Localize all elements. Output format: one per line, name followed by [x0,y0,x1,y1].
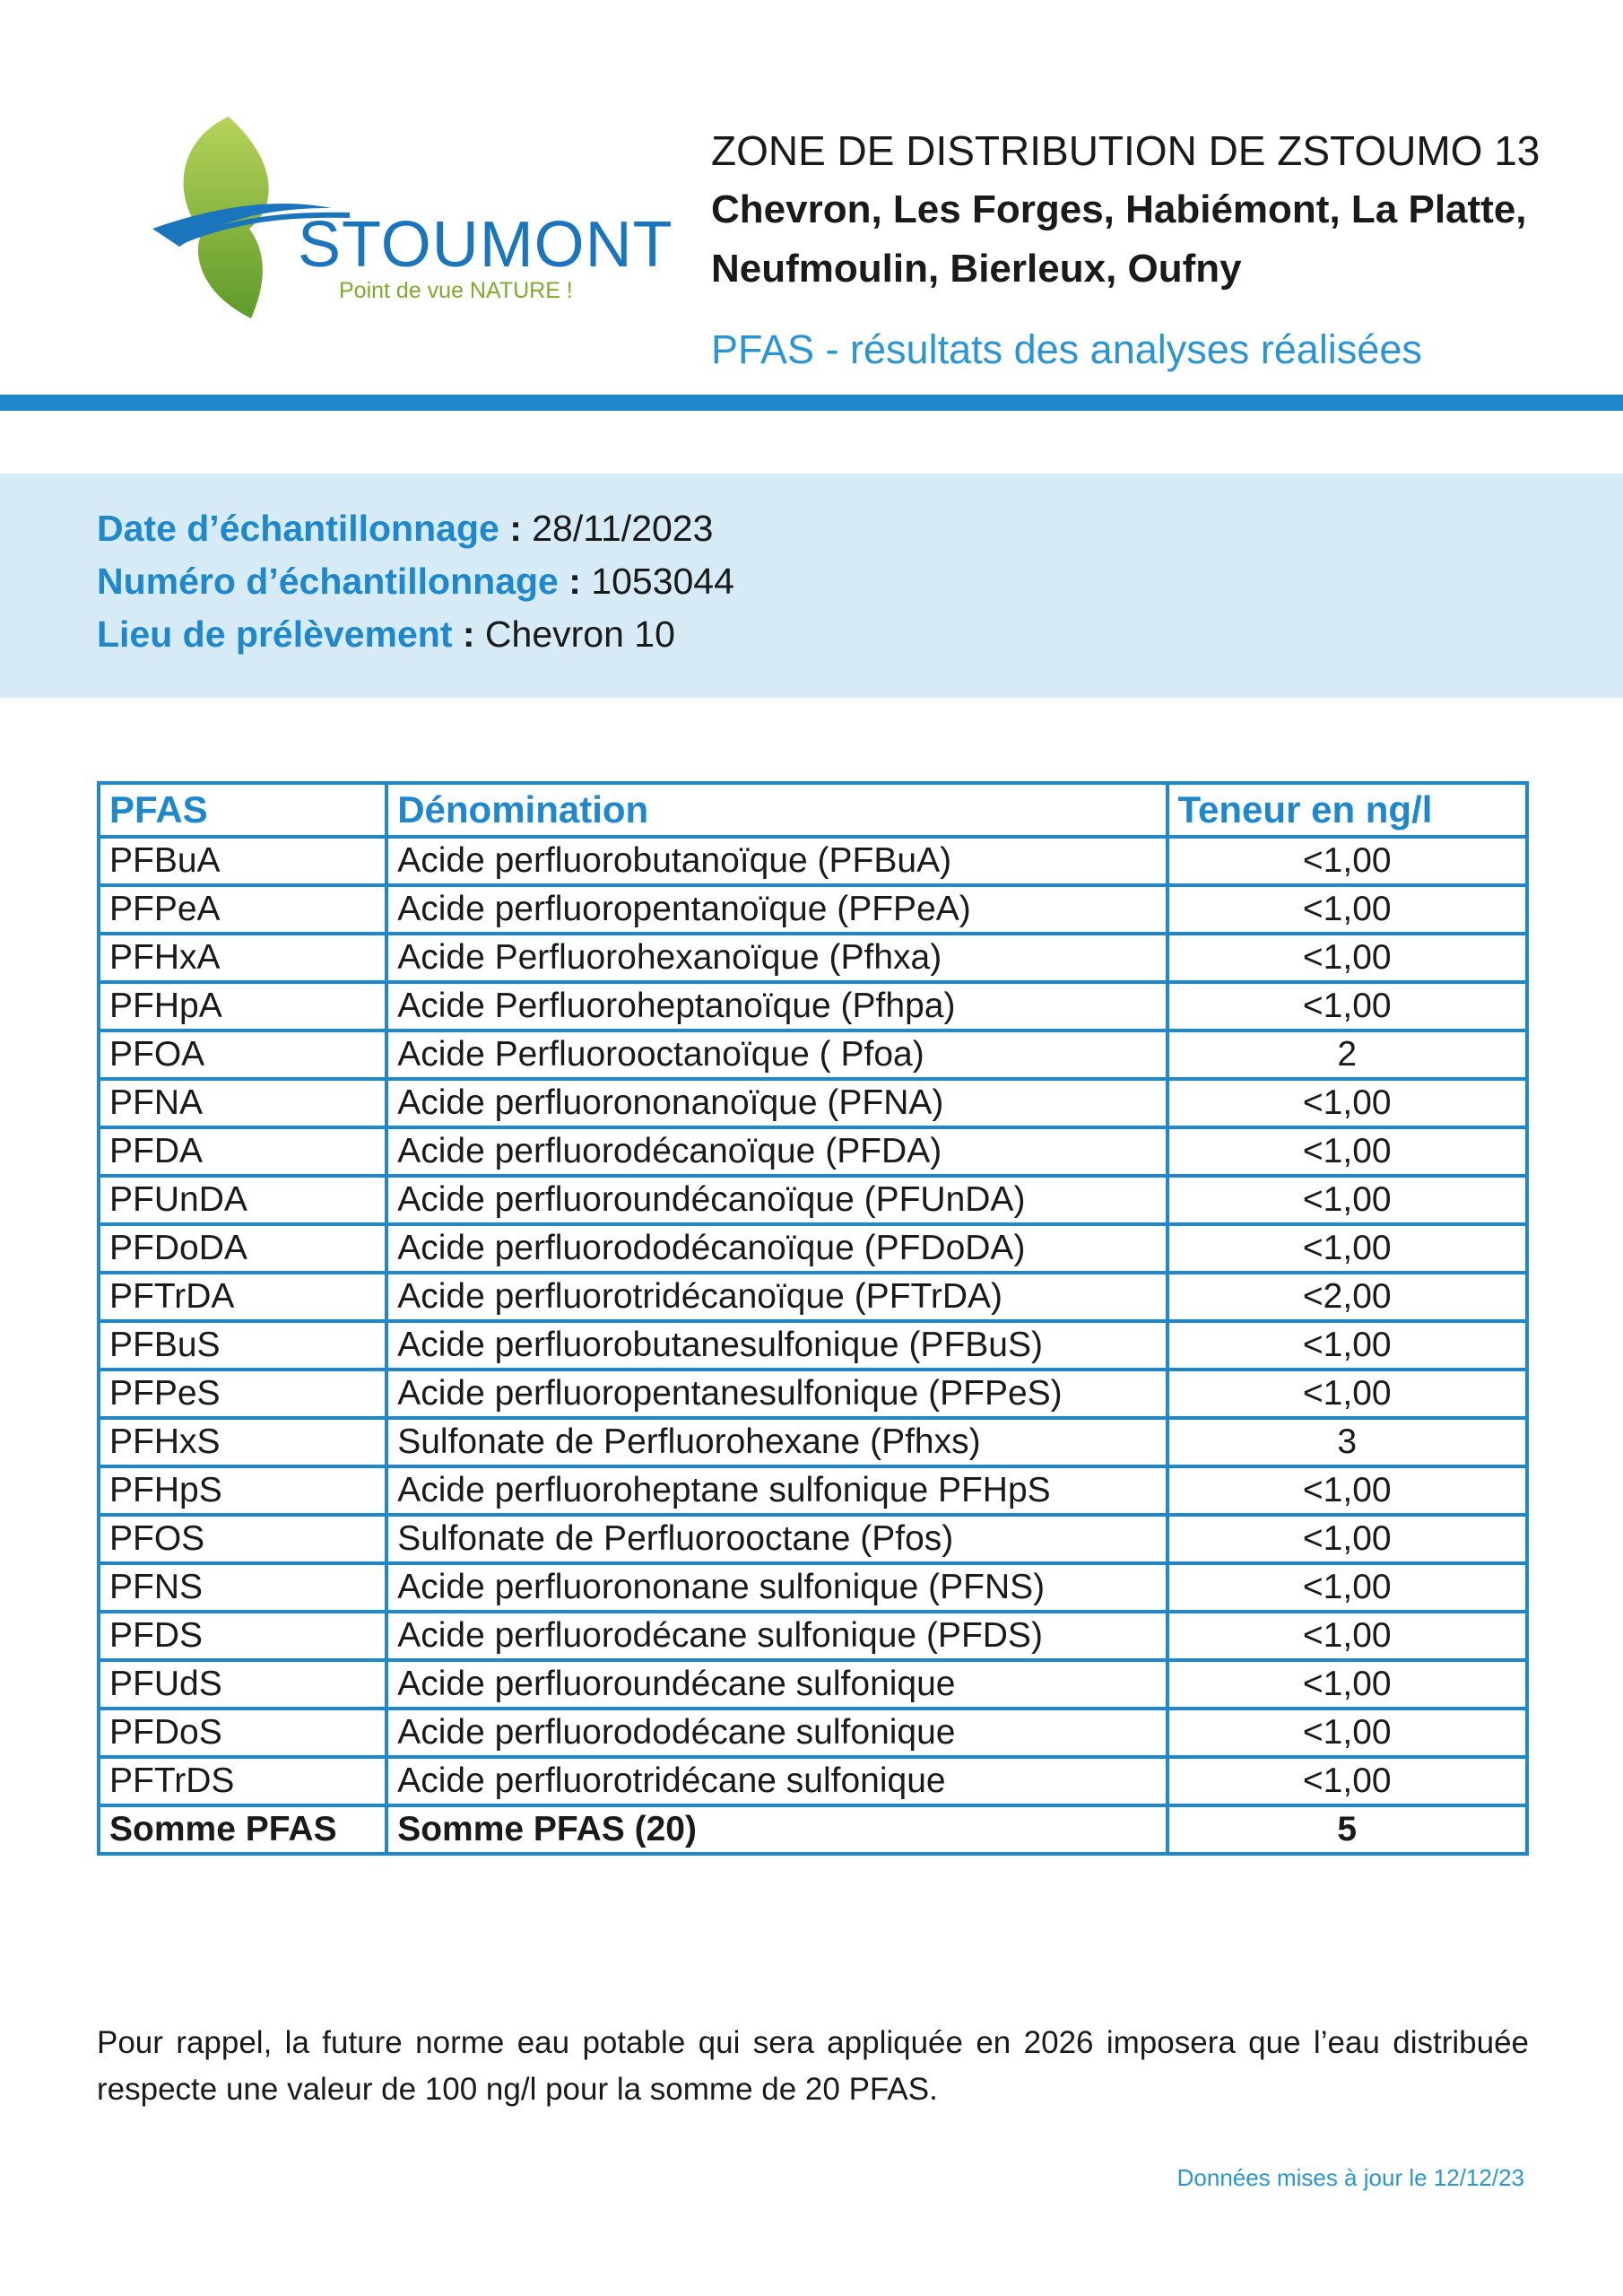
cell-denomination: Acide perfluoroheptane sulfonique PFHpS [386,1466,1167,1515]
cell-denomination: Acide perfluorobutanoïque (PFBuA) [386,837,1167,885]
cell-denomination: Acide perfluorononanoïque (PFNA) [386,1079,1167,1127]
cell-value: 3 [1167,1418,1528,1466]
cell-denomination: Acide perfluorodécane sulfonique (PFDS) [386,1612,1167,1660]
cell-denomination: Acide perfluorododécanoïque (PFDoDA) [386,1224,1167,1273]
sample-place-label: Lieu de prélèvement [97,613,453,655]
logo-wordmark: STOUMONT [298,209,673,281]
cell-code: PFDA [99,1127,386,1176]
cell-value: 2 [1167,1031,1528,1079]
cell-code: PFUdS [99,1660,386,1709]
cell-code: PFNA [99,1079,386,1127]
cell-value: <1,00 [1167,885,1528,934]
table-row [99,934,1527,982]
cell-value: <1,00 [1167,1224,1528,1273]
sum-row [99,1805,1527,1854]
cell-code: PFHxS [99,1418,386,1466]
table-row [99,885,1527,934]
table-row [99,1031,1527,1079]
table-row [99,1757,1527,1805]
sample-date-label: Date d’échantillonnage [97,508,499,549]
cell-denomination: Sulfonate de Perfluorooctane (Pfos) [386,1515,1167,1563]
sample-date-line [97,502,734,555]
cell-code: PFHpS [99,1466,386,1515]
cell-code: PFNS [99,1563,386,1612]
cell-value: <1,00 [1167,1709,1528,1757]
regulation-note: Pour rappel, la future norme eau potable qui sera appliquée en 2026 imposera que l’eau distribuée respecte une valeur de 100 ng/l pour la somme de 20 PFAS. [97,2025,1529,2107]
cell-denomination: Acide Perfluorooctanoïque ( Pfoa) [386,1031,1167,1079]
cell-denomination: Acide Perfluoroheptanoïque (Pfhpa) [386,982,1167,1031]
header-divider [0,395,1623,411]
sample-date-separator: : [499,508,533,549]
cell-code: PFBuA [99,837,386,885]
sample-place-separator: : [452,613,485,655]
cell-code: PFPeA [99,885,386,934]
zone-title: ZONE DE DISTRIBUTION DE ZSTOUMO 13 [711,127,1541,174]
sum-code: Somme PFAS [99,1805,386,1854]
cell-code: PFPeS [99,1370,386,1418]
cell-denomination: Acide Perfluorohexanoïque (Pfhxa) [386,934,1167,982]
cell-value: <1,00 [1167,1515,1528,1563]
update-date: Données mises à jour le 12/12/23 [1176,2164,1524,2191]
stoumont-logo [143,108,673,332]
table-row [99,982,1527,1031]
cell-value: <1,00 [1167,837,1528,885]
table-row [99,837,1527,885]
cell-value: <1,00 [1167,1176,1528,1224]
table-row [99,1466,1527,1515]
cell-code: PFDS [99,1612,386,1660]
table-row [99,1273,1527,1321]
cell-denomination: Sulfonate de Perfluorohexane (Pfhxs) [386,1418,1167,1466]
pfas-results-table [97,781,1529,1856]
table-row [99,1660,1527,1709]
cell-code: PFOS [99,1515,386,1563]
cell-denomination: Acide perfluoroundécane sulfonique [386,1660,1167,1709]
table-row [99,1515,1527,1563]
cell-code: PFHxA [99,934,386,982]
sample-date-value: 28/11/2023 [532,508,714,549]
column-header-content: Teneur en ng/l [1167,783,1528,837]
cell-code: PFDoDA [99,1224,386,1273]
document-header [711,121,1599,376]
logo-tagline: Point de vue NATURE ! [339,278,573,303]
sum-value: 5 [1167,1805,1528,1854]
cell-value: <1,00 [1167,934,1528,982]
table-row [99,1079,1527,1127]
cell-value: <1,00 [1167,1079,1528,1127]
table-row [99,1127,1527,1176]
cell-code: PFOA [99,1031,386,1079]
towns-line-2: Neufmoulin, Bierleux, Oufny [711,247,1242,291]
cell-denomination: Acide perfluorodécanoïque (PFDA) [386,1127,1167,1176]
cell-value: <1,00 [1167,1563,1528,1612]
sample-number-value: 1053044 [591,561,734,602]
sample-number-separator: : [558,561,592,602]
cell-value: <1,00 [1167,1466,1528,1515]
table-row [99,1709,1527,1757]
table-header-row [99,783,1527,837]
sample-info [97,502,734,661]
cell-denomination: Acide perfluorotridécanoïque (PFTrDA) [386,1273,1167,1321]
cell-denomination: Acide perfluoropentanesulfonique (PFPeS) [386,1370,1167,1418]
column-header-denomination: Dénomination [386,783,1167,837]
cell-value: <2,00 [1167,1273,1528,1321]
cell-code: PFHpA [99,982,386,1031]
cell-denomination: Acide perfluoroundécanoïque (PFUnDA) [386,1176,1167,1224]
cell-denomination: Acide perfluorobutanesulfonique (PFBuS) [386,1321,1167,1370]
towns-line-1: Chevron, Les Forges, Habiémont, La Platte, [711,187,1527,231]
cell-value: <1,00 [1167,1612,1528,1660]
table-row [99,1418,1527,1466]
sample-number-label: Numéro d’échantillonnage [97,561,559,602]
table-row [99,1612,1527,1660]
cell-value: <1,00 [1167,1321,1528,1370]
column-header-pfas: PFAS [99,783,386,837]
cell-code: PFBuS [99,1321,386,1370]
cell-denomination: Acide perfluorononane sulfonique (PFNS) [386,1563,1167,1612]
sample-number-line [97,555,734,608]
cell-code: PFTrDA [99,1273,386,1321]
document-subtitle: PFAS - résultats des analyses réalisées [711,326,1422,372]
sample-place-line [97,608,734,661]
cell-denomination: Acide perfluoropentanoïque (PFPeA) [386,885,1167,934]
cell-code: PFDoS [99,1709,386,1757]
table-row [99,1321,1527,1370]
cell-value: <1,00 [1167,1757,1528,1805]
cell-value: <1,00 [1167,1660,1528,1709]
cell-code: PFTrDS [99,1757,386,1805]
sum-denomination: Somme PFAS (20) [386,1805,1167,1854]
cell-value: <1,00 [1167,982,1528,1031]
cell-denomination: Acide perfluorododécane sulfonique [386,1709,1167,1757]
table-row [99,1563,1527,1612]
cell-denomination: Acide perfluorotridécane sulfonique [386,1757,1167,1805]
cell-value: <1,00 [1167,1127,1528,1176]
table-row [99,1224,1527,1273]
table-row [99,1370,1527,1418]
cell-value: <1,00 [1167,1370,1528,1418]
sample-place-value: Chevron 10 [484,613,675,655]
table-row [99,1176,1527,1224]
cell-code: PFUnDA [99,1176,386,1224]
